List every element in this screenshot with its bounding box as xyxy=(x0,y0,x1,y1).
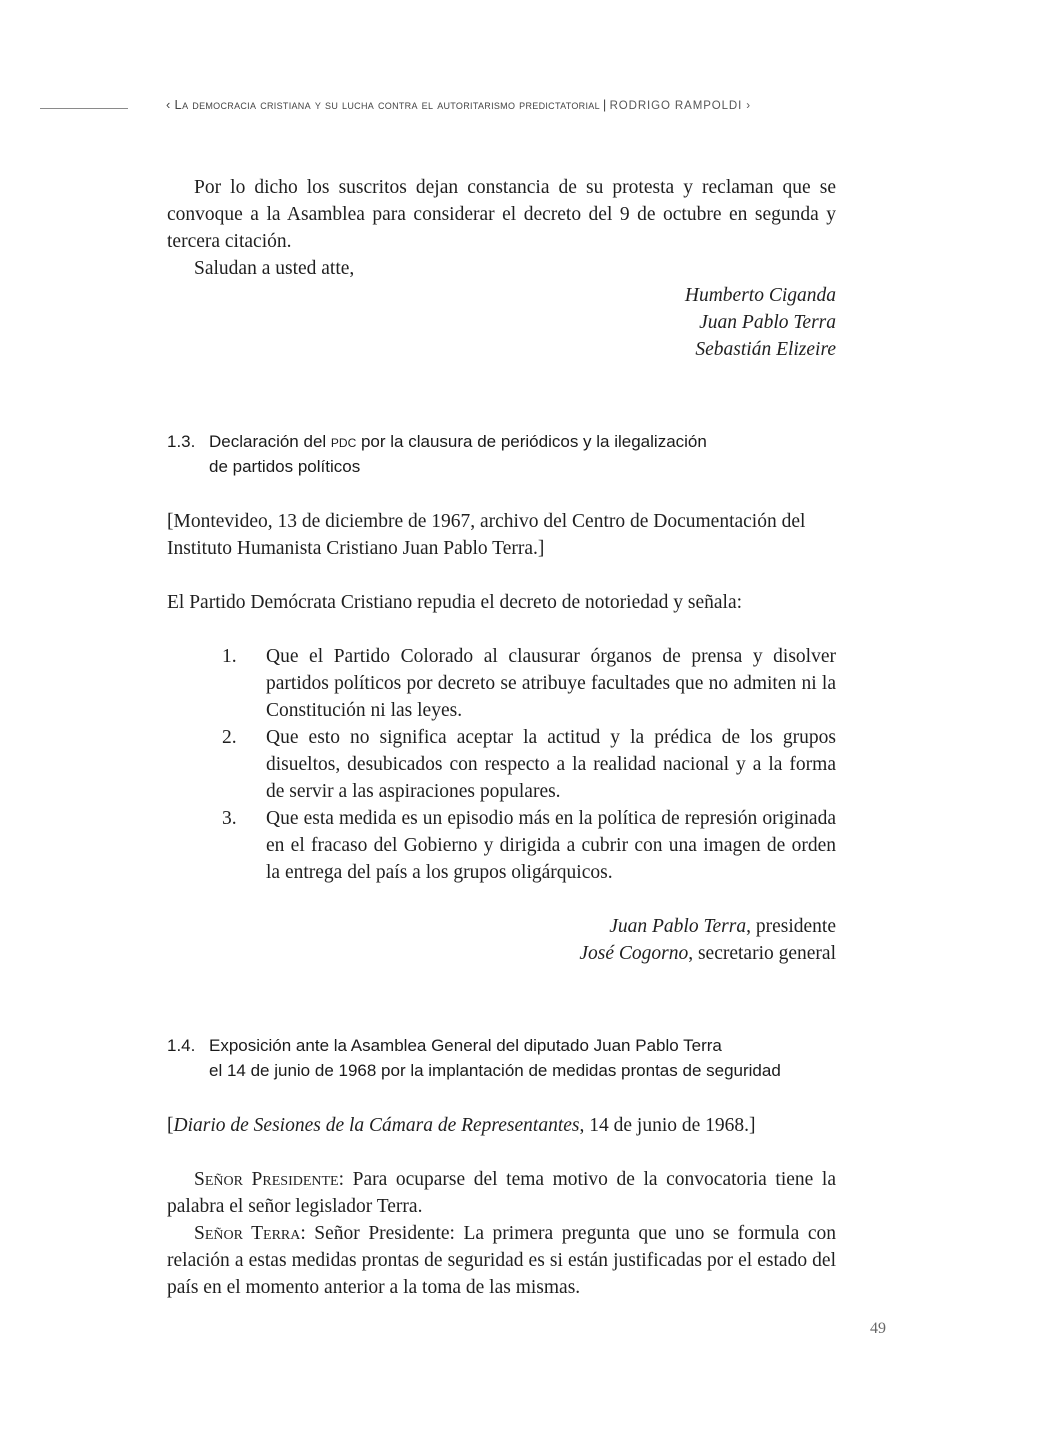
signature-role: , presidente xyxy=(746,916,836,937)
dialogue-text: Para ocuparse del tema motivo de la convocatoria tiene la palabra el señor legislador Terra. xyxy=(167,1169,836,1217)
section-number: 1.4. xyxy=(167,1036,196,1055)
dialogue-paragraph xyxy=(167,1166,836,1220)
signature-1: Humberto Ciganda xyxy=(684,285,836,306)
signature-line xyxy=(167,913,836,940)
intro-paragraph: Por lo dicho los suscritos dejan constancia de su protesta y reclaman que se convoque a la Asamblea para considerar el decreto del 9 de octubre en segunda y tercera citación. xyxy=(167,177,836,252)
section-number: 1.3. xyxy=(167,432,196,451)
source-note xyxy=(167,1112,836,1139)
section-title-abbr: pdc xyxy=(330,432,357,451)
speaker-name: Señor Terra: xyxy=(194,1223,306,1244)
header-rule xyxy=(40,108,128,109)
section-title-part: Exposición ante la Asamblea General del diputado Juan Pablo Terra xyxy=(209,1036,722,1055)
intro-closing: Saludan a usted atte, xyxy=(194,258,355,279)
running-head-title: ‹ La democracia cristiana y su lucha contra el autoritarismo predictatorial xyxy=(166,97,600,112)
list-item-number: 3. xyxy=(222,808,237,829)
source-bracket: [ xyxy=(167,1115,174,1136)
section-title-part: de partidos políticos xyxy=(209,457,361,476)
list-item-number: 1. xyxy=(222,646,237,667)
dialogue-paragraph xyxy=(167,1220,836,1301)
list-item-number: 2. xyxy=(222,727,237,748)
signature-line xyxy=(167,940,836,967)
signature-name: José Cogorno xyxy=(579,943,689,964)
list-item-text: Que esto no significa aceptar la actitud y la prédica de los grupos disueltos, desubicados con respecto a la realidad nacional y a la forma de servir a las aspiraciones populares. xyxy=(266,727,836,802)
signature-2: Juan Pablo Terra xyxy=(699,312,836,333)
signature-name: Juan Pablo Terra xyxy=(609,916,747,937)
running-head xyxy=(166,97,846,112)
numbered-list xyxy=(167,643,836,886)
section-title-part: por la clausura de periódicos y la ilegalización xyxy=(356,432,707,451)
section-title-part: el 14 de junio de 1968 por la implantación de medidas prontas de seguridad xyxy=(209,1061,781,1080)
section-heading-1-3 xyxy=(167,429,836,479)
source-rest: , 14 de junio de 1968.] xyxy=(579,1115,756,1136)
signature-3: Sebastián Elizeire xyxy=(695,339,836,360)
signature-role: , secretario general xyxy=(688,943,836,964)
source-title: Diario de Sesiones de la Cámara de Representantes xyxy=(173,1115,580,1136)
section-title xyxy=(209,1033,836,1083)
list-item xyxy=(167,805,836,886)
running-head-separator: | xyxy=(602,97,607,112)
section-title-part: Declaración del xyxy=(209,432,331,451)
list-item xyxy=(167,643,836,724)
list-item-text: Que el Partido Colorado al clausurar órganos de prensa y disolver partidos políticos por decreto se atribuye facultades que no admiten ni la Constitución ni las leyes. xyxy=(266,646,836,721)
running-head-author: RODRIGO RAMPOLDI › xyxy=(609,100,752,112)
list-item-text: Que esta medida es un episodio más en la política de represión originada en el fracaso del Gobierno y dirigida a cubrir con una imagen de orden la entrega del país a los grupos oligárquicos. xyxy=(266,808,836,883)
list-item xyxy=(167,724,836,805)
section-title xyxy=(209,429,836,479)
lead-paragraph: El Partido Demócrata Cristiano repudia el decreto de notoriedad y señala: xyxy=(167,592,743,613)
page-body xyxy=(167,174,836,1301)
section-heading-1-4 xyxy=(167,1033,836,1083)
source-note: [Montevideo, 13 de diciembre de 1967, archivo del Centro de Documentación del Instituto Humanista Cristiano Juan Pablo Terra.] xyxy=(167,511,806,559)
speaker-name: Señor Presidente: xyxy=(194,1169,345,1190)
page-number: 49 xyxy=(870,1320,886,1337)
dialogue-text: Señor Presidente: La primera pregunta que uno se formula con relación a estas medidas prontas de seguridad es si están justificadas por el estado del país en el momento anterior a la toma de las mismas. xyxy=(167,1223,837,1298)
